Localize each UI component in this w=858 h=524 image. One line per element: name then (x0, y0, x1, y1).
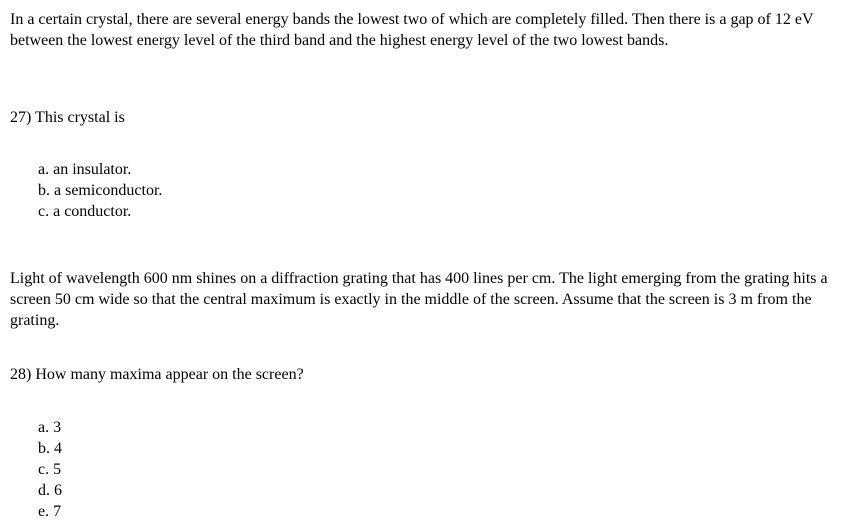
q27-stem: In a certain crystal, there are several energy bands the lowest two of which are completely filled. Then there is a gap of 12 eV between the lowest energy level of the third band and the highest energy level of the two lowest bands. (10, 11, 814, 49)
q28-choice-list (38, 417, 62, 522)
q27-choice-a: a. an insulator. (38, 161, 132, 178)
q28-choice-e: e. 7 (38, 503, 62, 520)
q28-stem: Light of wavelength 600 nm shines on a diffraction grating that has 400 lines per cm. The light emerging from the grating hits a screen 50 cm wide so that the central maximum is exactly in the middle of the screen. Assume that the screen is 3 m from the grating. (10, 270, 828, 329)
q27-question: 27) This crystal is (10, 109, 125, 126)
q28-question: 28) How many maxima appear on the screen? (10, 366, 304, 383)
q28-choice-d: d. 6 (38, 482, 62, 499)
q28-choice-c: c. 5 (38, 461, 62, 478)
q28-choice-b: b. 4 (38, 440, 62, 457)
q28-choice-a: a. 3 (38, 419, 62, 436)
q27-choice-list (38, 159, 162, 222)
q27-choice-c: c. a conductor. (38, 203, 132, 220)
q27-choice-b: b. a semiconductor. (38, 182, 163, 199)
